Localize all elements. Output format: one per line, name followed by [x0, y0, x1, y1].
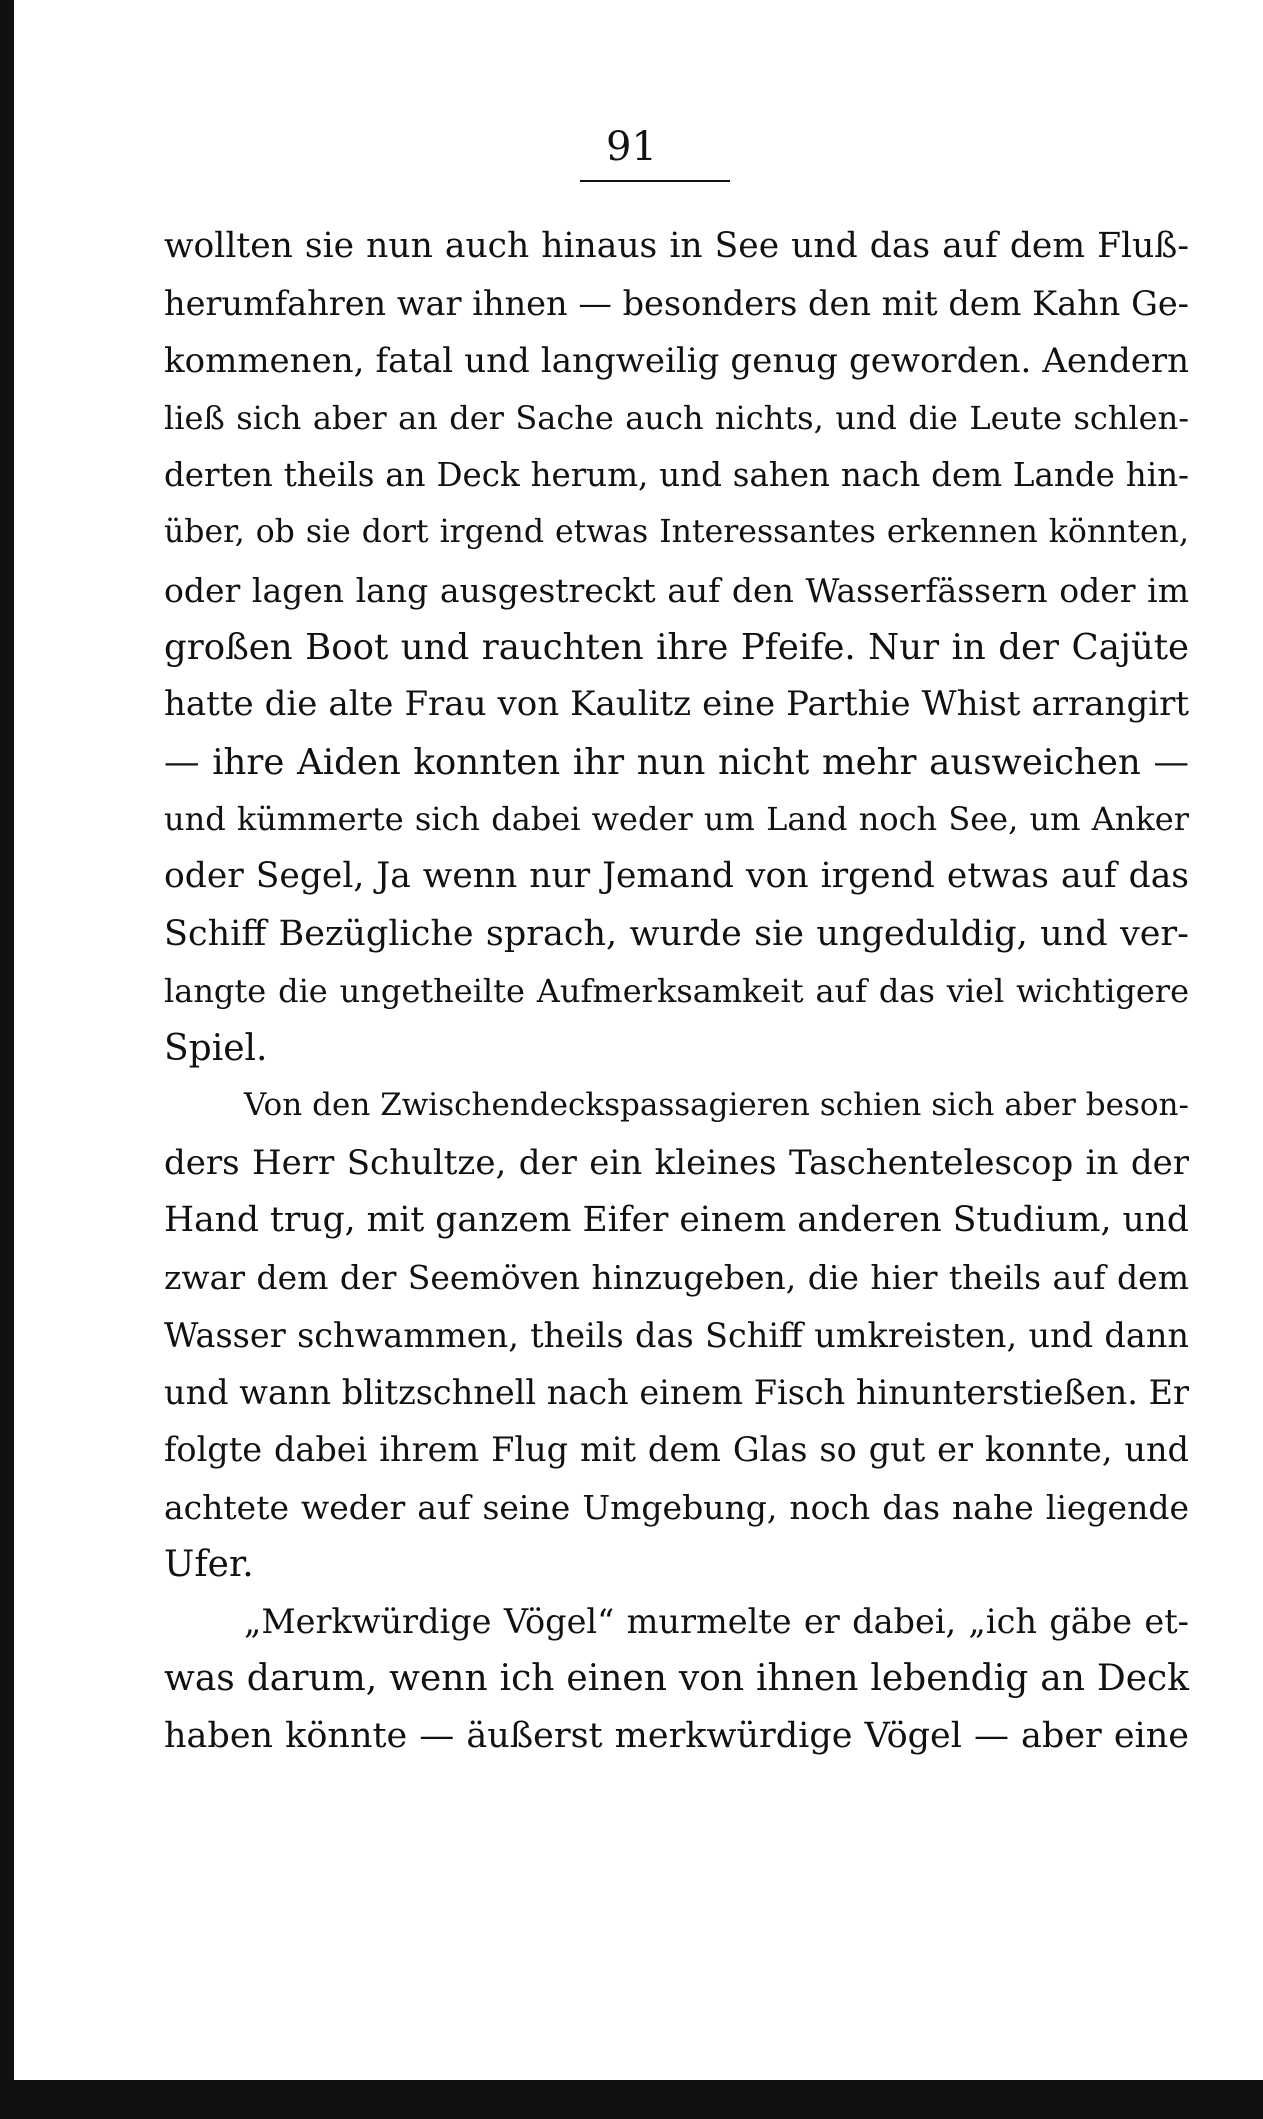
text-line: „Merkwürdige Vögel“ murmelte er dabei, „ich gäbe et-	[244, 1602, 1189, 1642]
text-line: Spiel.	[164, 1028, 268, 1070]
text-line: ließ sich aber an der Sache auch nichts, und die Leute schlen-	[164, 398, 1189, 437]
text-line: oder Segel, Ja wenn nur Jemand von irgend etwas auf das	[164, 856, 1189, 897]
text-line: herumfahren war ihnen — besonders den mit dem Kahn Ge-	[164, 284, 1189, 324]
text-line: haben könnte — äußerst merkwürdige Vögel — aber eine	[164, 1715, 1189, 1756]
page-binding-edge	[0, 0, 14, 2119]
text-line: Hand trug, mit ganzem Eifer einem anderen Studium, und	[164, 1200, 1189, 1241]
text-line: und wann blitzschnell nach einem Fisch hinunterstießen. Er	[164, 1372, 1189, 1412]
text-line: langte die ungetheilte Aufmerksamkeit auf das viel wichtigere	[164, 971, 1189, 1010]
header-rule	[580, 180, 730, 182]
text-line: derten theils an Deck herum, und sahen nach dem Lande hin-	[164, 456, 1189, 495]
text-line: achtete weder auf seine Umgebung, noch das nahe liegende	[164, 1487, 1189, 1527]
text-line: kommenen, fatal und langweilig genug geworden. Aendern	[164, 340, 1189, 381]
text-line: ders Herr Schultze, der ein kleines Taschentelescop in der	[164, 1142, 1189, 1183]
page-number: 91	[606, 124, 657, 170]
text-line: über, ob sie dort irgend etwas Interessantes erkennen könnten,	[164, 514, 1189, 551]
text-line: wollten sie nun auch hinaus in See und das auf dem Fluß-	[164, 226, 1189, 266]
text-line: Von den Zwischendeckspassagieren schien sich aber beson-	[244, 1087, 1189, 1124]
text-line: und kümmerte sich dabei weder um Land noch See, um Anker	[164, 799, 1189, 838]
text-line: — ihre Aiden konnten ihr nun nicht mehr ausweichen —	[164, 741, 1189, 783]
text-line: zwar dem der Seemöven hinzugeben, die hier theils auf dem	[164, 1258, 1189, 1298]
text-line: folgte dabei ihrem Flug mit dem Glas so gut er konnte, und	[164, 1430, 1189, 1470]
text-line: Wasser schwammen, theils das Schiff umkreisten, und dann	[164, 1315, 1189, 1355]
text-line: hatte die alte Frau von Kaulitz eine Parthie Whist arrangirt	[164, 684, 1189, 725]
body-text	[164, 218, 1189, 1765]
text-line: Schiff Bezügliche sprach, wurde sie ungeduldig, und ver-	[164, 913, 1189, 954]
page-bottom-edge	[0, 2080, 1263, 2119]
text-line: Ufer.	[164, 1543, 254, 1585]
text-line: oder lagen lang ausgestreckt auf den Wasserfässern oder im	[164, 570, 1189, 610]
text-line: großen Boot und rauchten ihre Pfeife. Nur in der Cajüte	[164, 627, 1189, 669]
text-line: was darum, wenn ich einen von ihnen lebendig an Deck	[164, 1658, 1189, 1700]
